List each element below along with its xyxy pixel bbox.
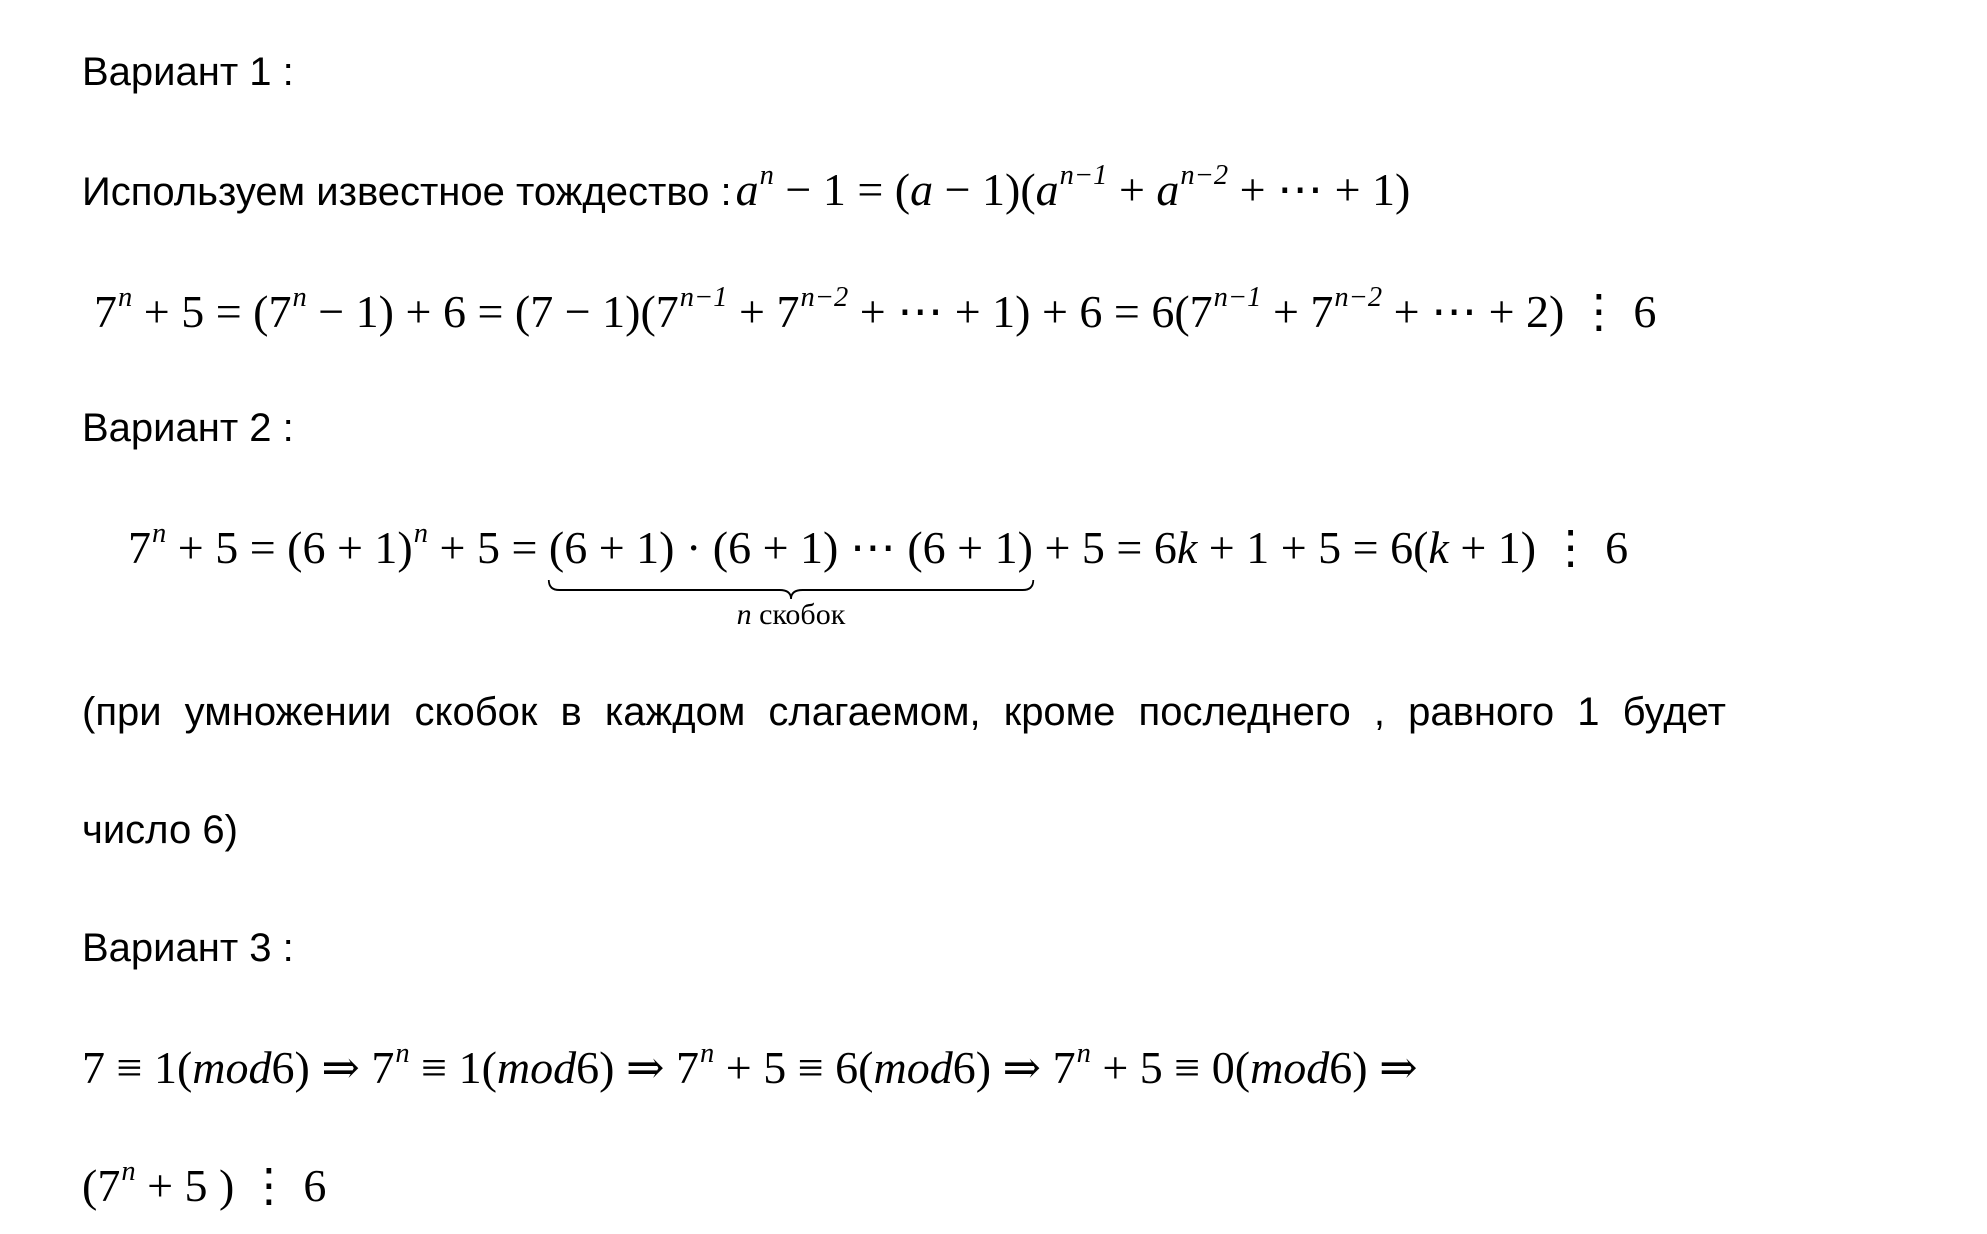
variant2-chain: $7^n + 5 = (6 + 1)^n + 5 = (6 + 1) \cdot (6 + 1)$ ⋯ (6 + 1) n скобок + 5 = 6k + 1 + 5 = 6(k + 1) ⋮ 6 bbox=[128, 518, 1629, 631]
underbrace-icon bbox=[547, 578, 1035, 600]
variant1-intro: Используем известное тождество : bbox=[82, 170, 732, 214]
underbrace-group bbox=[548, 520, 1033, 631]
variant1-identity-line bbox=[82, 162, 1410, 216]
variant1-heading: Вариант 1 : bbox=[82, 50, 294, 94]
variant2-note-line1: (при умножении скобок в каждом слагаемом, кроме последнего , равного 1 будет bbox=[82, 690, 1726, 734]
identity-formula: $a^n - 1 = (a - 1)(a^{n-1} + a^{n-2}$ + ⋯ + 1) bbox=[735, 160, 1411, 215]
underbrace-label: n скобок bbox=[736, 598, 846, 631]
variant2-heading: Вариант 2 : bbox=[82, 406, 294, 450]
variant3-heading: Вариант 3 : bbox=[82, 926, 294, 970]
underbrace-content: (6 + 1) · (6 + 1) ⋯ (6 + 1) bbox=[548, 522, 1033, 573]
variant3-chain: 7 ≡ 1(mod6) ⇒ $7^n \equiv 1(mod6)$ ⇒ $7^n + 5 \equiv 6(mod6)$ ⇒ $7^n + 5 \equiv 0(mod6)$ ⇒ bbox=[82, 1038, 1418, 1093]
variant3-conclusion: ($7^n + 5$ ) ⋮ 6 bbox=[82, 1156, 327, 1211]
variant1-chain: $7^n + 5 = (7^n - 1) + 6 = (7 - 1)(7^{n-1} + 7^{n-2}$ + ⋯ + $1) + 6 = 6(7^{n-1} + 7^{n-2}$ + ⋯ + 2) ⋮ 6 bbox=[94, 282, 1657, 337]
variant2-note-line2: число 6) bbox=[82, 808, 238, 852]
